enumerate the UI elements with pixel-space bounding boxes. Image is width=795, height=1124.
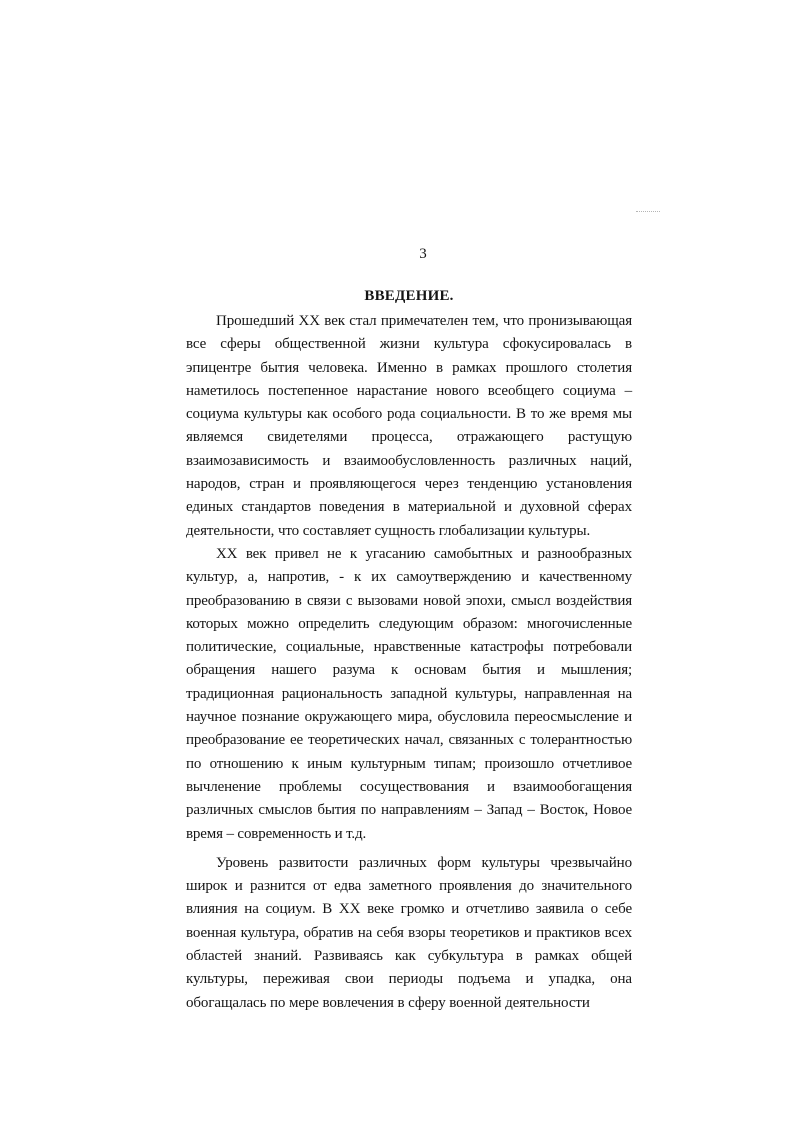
body-text — [186, 310, 632, 1015]
paragraph-3: Уровень развитости различных форм культуры чрезвычайно широк и разнится от едва заметного проявления до значительного влияния на социум. В XX веке громко и отчетливо заявила о себе военная культура, обратив на себя взоры теоретиков и практиков всех областей знаний. Развиваясь как субкультура в рамках общей культуры, переживая свои периоды подъема и упадка, она обогащалась по мере вовлечения в сферу военной деятельности — [186, 854, 632, 1011]
section-heading: ВВЕДЕНИЕ. — [364, 288, 454, 304]
scan-artifact-mark — [636, 211, 660, 212]
paragraph-1: Прошедший XX век стал примечателен тем, что пронизывающая все сферы общественной жизни культура сфокусировалась в эпицентре бытия человека. Именно в рамках прошлого столетия наметилось постепенное нарастание нового всеобщего социума – социума культуры как особого рода социальности. В то же время мы являемся свидетелями процесса, отражающего растущую взаимозависимость и взаимообусловленность различных наций, народов, стран и проявляющегося через тенденцию установления единых стандартов поведения в материальной и духовной сферах деятельности, что составляет сущность глобализации культуры. — [186, 313, 632, 539]
page-number: 3 — [419, 246, 427, 262]
paragraph-2: XX век привел не к угасанию самобытных и разнообразных культур, а, напротив, - к их самоутверждению и качественному преобразованию в связи с вызовами новой эпохи, смысл воздействия которых можно определить следующим образом: многочисленные политические, социальные, нравственные катастрофы потребовали обращения нашего разума к основам бытия и мышления; традиционная рациональность западной культуры, направленная на научное познание окружающего мира, обусловила переосмысление и преобразование ее теоретических начал, связанных с толерантностью по отношению к иным культурным типам; произошло отчетливое вычленение проблемы сосуществования и взаимообогащения различных смыслов бытия по направлениям – Запад – Восток, Новое время – современность и т.д. — [186, 545, 632, 842]
